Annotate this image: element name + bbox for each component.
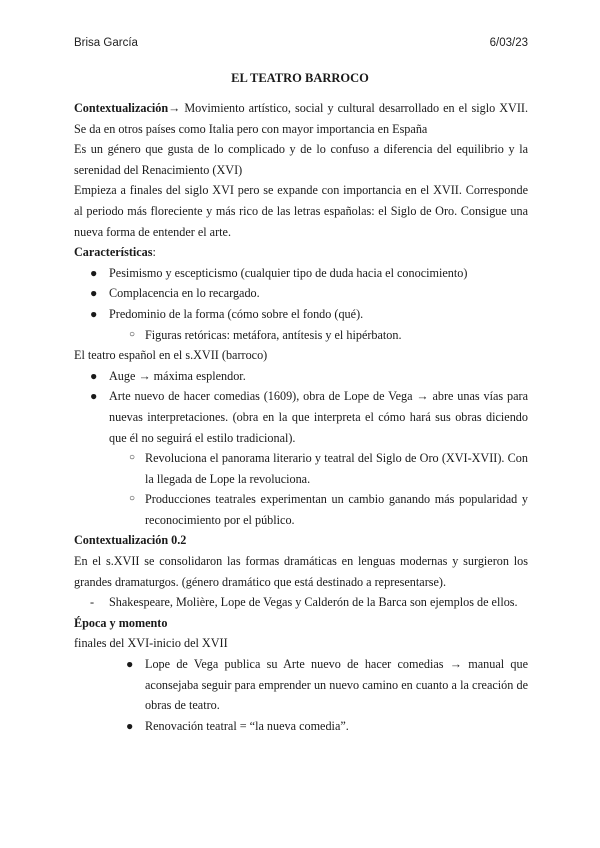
epoca-paragraph: finales del XVI-inicio del XVII (74, 636, 228, 651)
list-item: ● Renovación teatral = “la nueva comedia”. (74, 716, 528, 737)
bullet-icon: ● (90, 265, 98, 280)
list-item: ● Lope de Vega publica su Arte nuevo de hacer comedias → manual que aconsejaba seguir para emprender un nuevo camino en cuanto a la creación de obras de teatro. (74, 654, 528, 716)
caracteristicas-list (74, 263, 528, 345)
caracteristicas-heading: Características: (74, 245, 156, 260)
hollow-bullet-icon: ○ (129, 452, 136, 464)
contexto2-list (74, 592, 528, 613)
intro-text: Movimiento artístico, social y cultural desarrollado en el siglo XVII. Se da en otros países como Italia pero con mayor importancia en España (74, 101, 528, 136)
sub-list-item: ○ Revoluciona el panorama literario y teatral del Siglo de Oro (XVI-XVII). Con la llegada de Lope la revoluciona. (74, 448, 528, 489)
sub-list-item: ○ Producciones teatrales experimentan un cambio ganando más popularidad y reconocimiento por el público. (74, 489, 528, 530)
bullet-icon: ● (126, 657, 134, 672)
teatro-heading: El teatro español en el s.XVII (barroco) (74, 348, 268, 363)
hollow-bullet-icon: ○ (129, 328, 136, 340)
intro-paragraph-3: Empieza a finales del siglo XVI pero se expande con importancia en el XVII. Corresponde al periodo más floreciente y más rico de las letras españolas: el Siglo de Oro. Consigue una nueva forma de entender el arte. (74, 183, 528, 239)
arrow-symbol: → (168, 101, 181, 115)
list-item: ● Predominio de la forma (cómo sobre el fondo (qué). (74, 304, 528, 325)
dash-icon: - (90, 595, 95, 610)
list-item: ● Arte nuevo de hacer comedias (1609), obra de Lope de Vega → abre unas vías para nuevas interpretaciones. (obra en la que interpreta el cómo hará sus obras diciendo que él no seguirá el estilo tradicional). (74, 386, 528, 448)
document-date: 6/03/23 (489, 37, 528, 49)
document-body (74, 98, 528, 736)
intro-paragraph-2: Es un género que gusta de lo complicado y de lo confuso a diferencia del equilibrio y la serenidad del Renacimiento (XVI) (74, 142, 528, 177)
list-item: ● Auge → máxima esplendor. (74, 366, 528, 387)
bullet-icon: ● (90, 286, 98, 301)
bullet-icon: ● (90, 389, 98, 404)
author-name: Brisa García (74, 37, 138, 49)
hollow-bullet-icon: ○ (129, 493, 136, 505)
contexto2-paragraph: En el s.XVII se consolidaron las formas dramáticas en lenguas modernas y surgieron los grandes dramaturgos. (género dramático que está destinado a representarse). (74, 554, 528, 589)
bullet-icon: ● (90, 306, 98, 321)
sub-list-item: ○ Figuras retóricas: metáfora, antítesis y el hipérbaton. (74, 325, 528, 346)
intro-label: Contextualización (74, 101, 169, 115)
epoca-list (74, 654, 528, 736)
bullet-icon: ● (90, 368, 98, 383)
list-item: ● Pesimismo y escepticismo (cualquier tipo de duda hacia el conocimiento) (74, 263, 528, 284)
epoca-heading: Época y momento (74, 615, 168, 630)
page-title: EL TEATRO BARROCO (231, 71, 369, 85)
teatro-list (74, 366, 528, 531)
list-item: ● Complacencia en lo recargado. (74, 283, 528, 304)
contexto2-heading: Contextualización 0.2 (74, 533, 187, 548)
intro-paragraph (74, 98, 528, 139)
list-item: - Shakespeare, Molière, Lope de Vegas y Calderón de la Barca son ejemplos de ellos. (74, 592, 528, 613)
bullet-icon: ● (126, 718, 134, 733)
